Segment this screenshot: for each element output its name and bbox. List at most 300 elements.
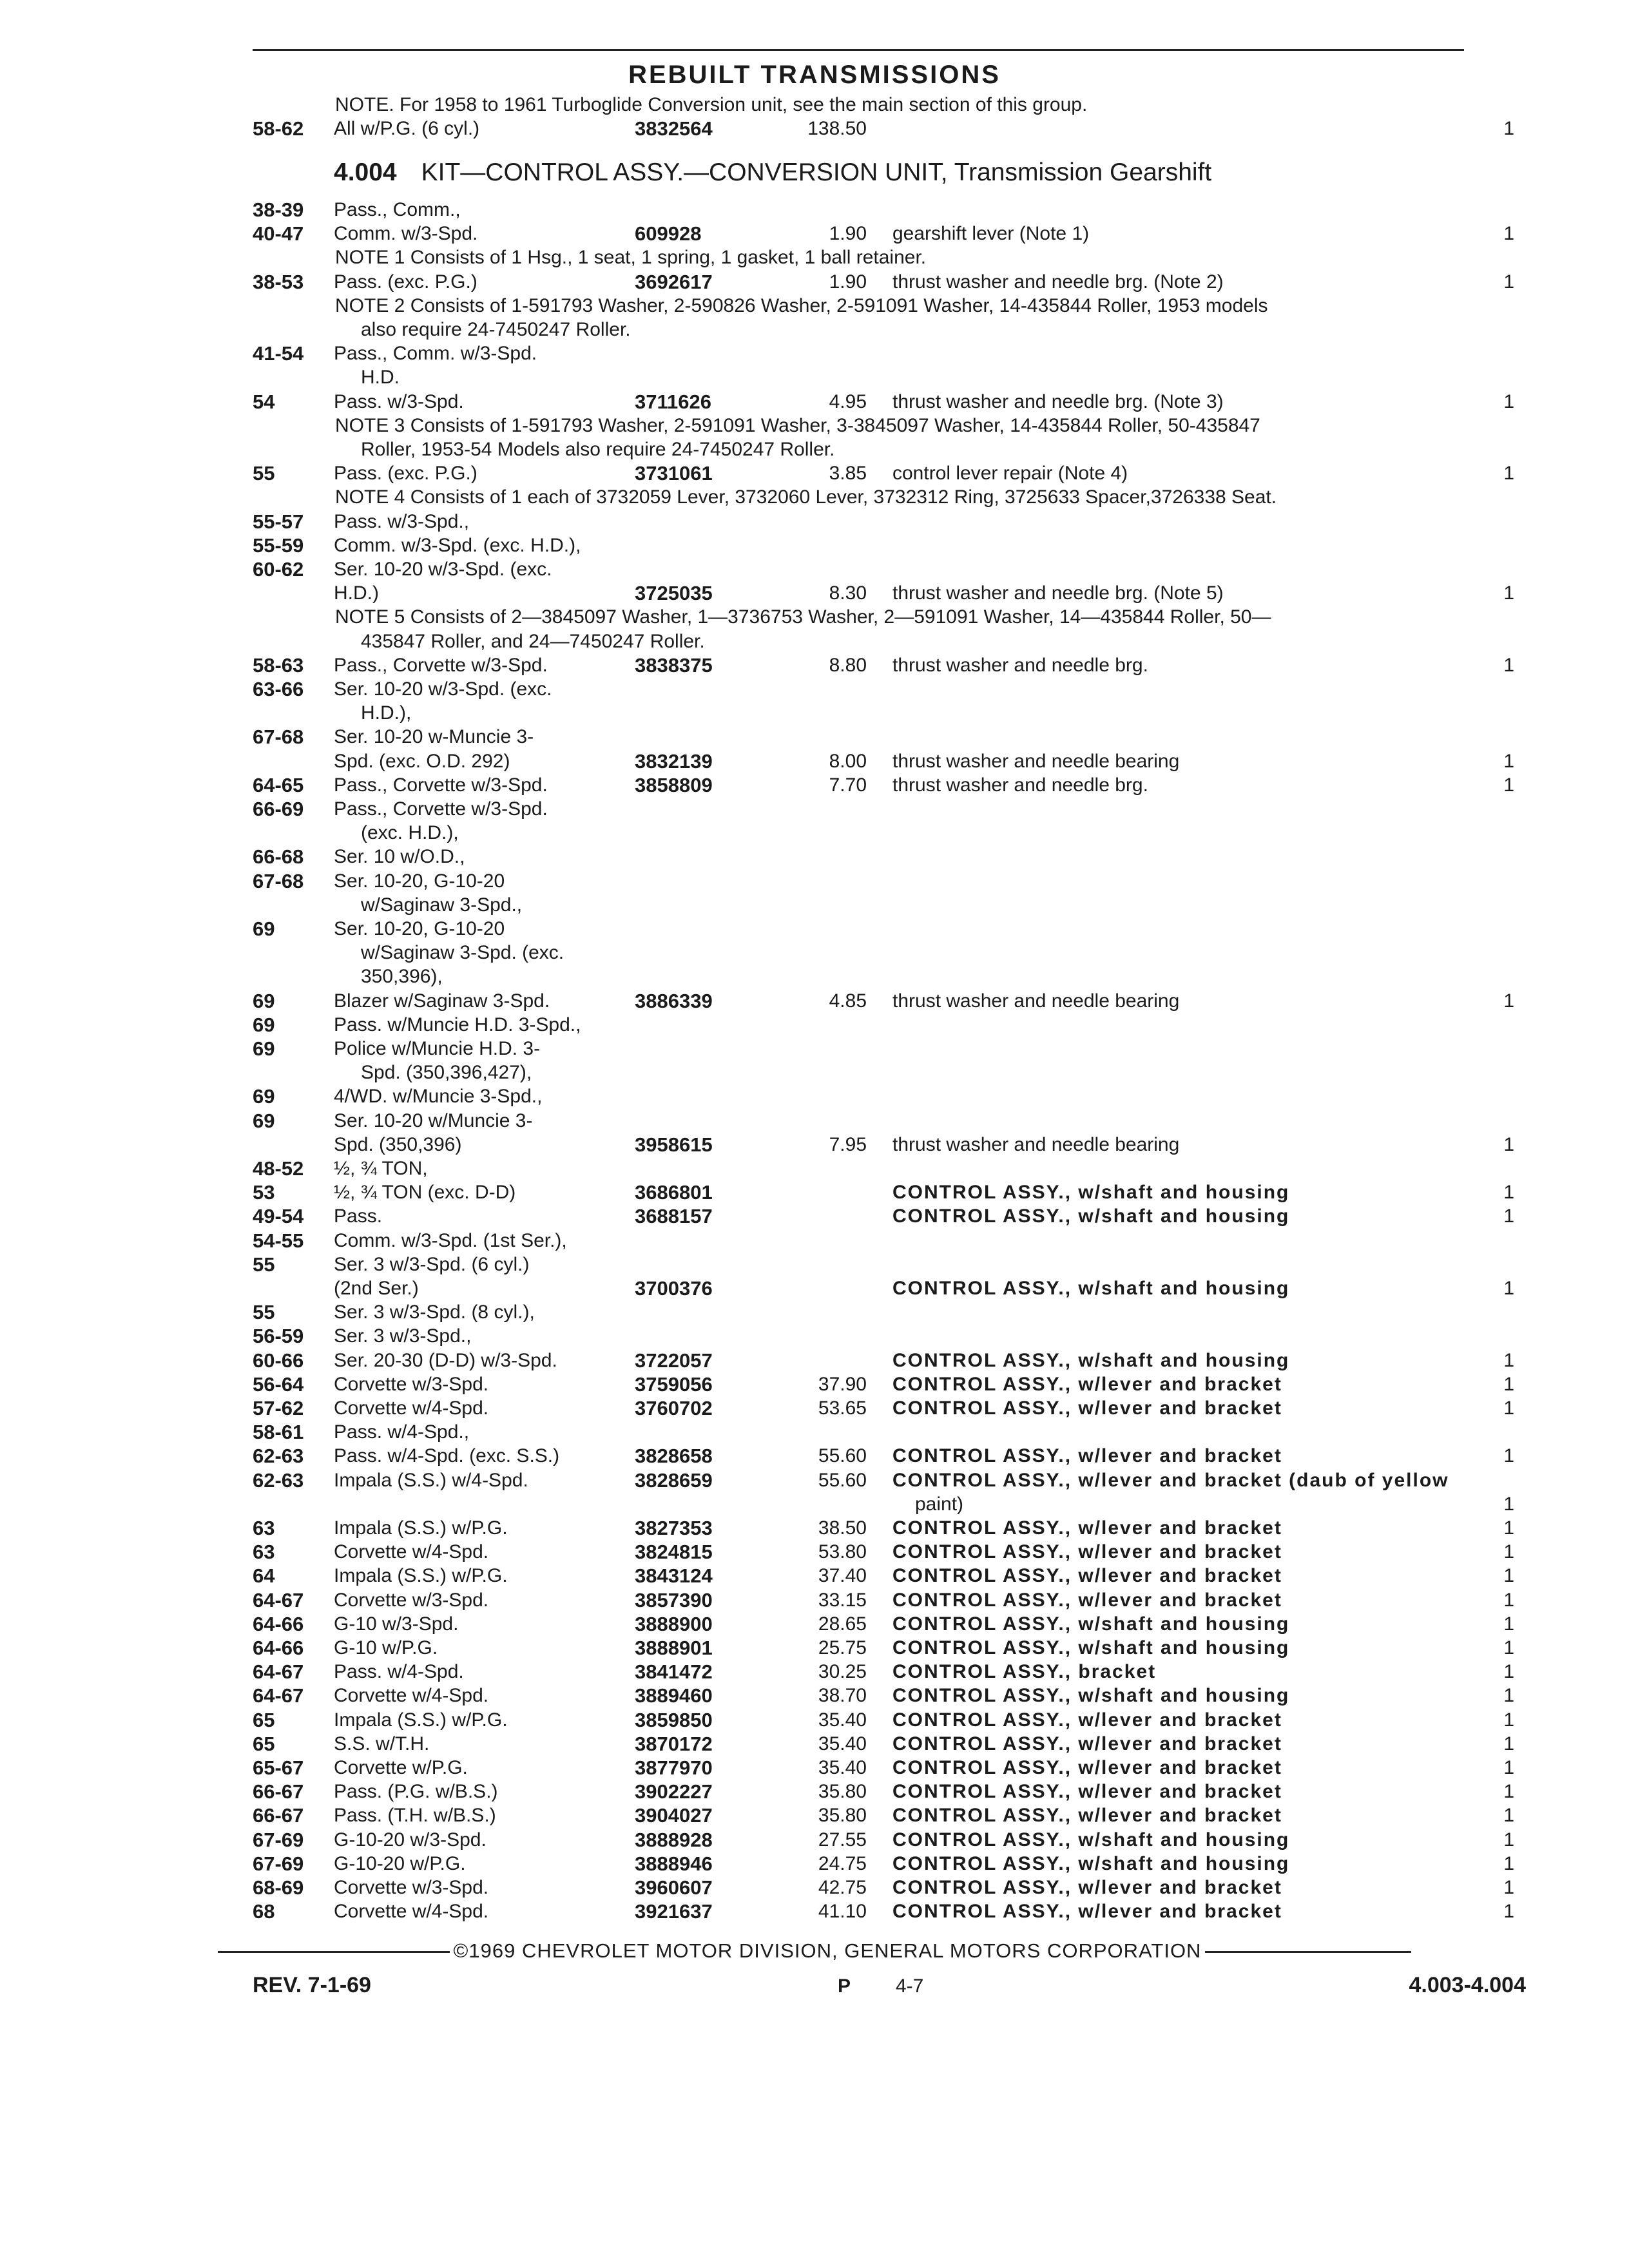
- model-years: 69: [253, 1037, 275, 1060]
- quantity: 1: [1503, 750, 1514, 772]
- model-years: 56-64: [253, 1372, 304, 1396]
- model-years: 64-65: [253, 773, 304, 796]
- quantity: 1: [1503, 390, 1514, 412]
- model-years: 53: [253, 1181, 275, 1204]
- application: Pass.: [334, 1206, 383, 1227]
- table-row: [0, 1133, 1629, 1157]
- price: 138.50: [807, 118, 867, 139]
- description: CONTROL ASSY., w/lever and bracket: [892, 1373, 1282, 1395]
- description: thrust washer and needle brg.: [892, 774, 1148, 796]
- model-years: 41-54: [253, 342, 304, 365]
- description: CONTROL ASSY., w/lever and bracket: [892, 1757, 1282, 1778]
- model-years: 63: [253, 1541, 275, 1564]
- quantity: 1: [1503, 1829, 1514, 1850]
- model-years: 60-62: [253, 558, 304, 581]
- description: CONTROL ASSY., w/shaft and housing: [892, 1685, 1290, 1707]
- continuation-line: [0, 1061, 1629, 1084]
- part-number: 3824815: [635, 1541, 713, 1564]
- part-number: 3828659: [635, 1468, 713, 1492]
- table-row: [0, 870, 1629, 893]
- application: Pass. w/3-Spd.: [334, 390, 464, 412]
- application-continued: 350,396),: [361, 966, 443, 988]
- table-row: [0, 1037, 1629, 1061]
- price: 28.65: [818, 1613, 867, 1635]
- table-row: [0, 1325, 1629, 1348]
- price: 35.40: [818, 1733, 867, 1754]
- price: 42.75: [818, 1877, 867, 1898]
- table-row: [0, 1684, 1629, 1707]
- description: CONTROL ASSY., w/lever and bracket: [892, 1805, 1282, 1827]
- description: thrust washer and needle bearing: [892, 990, 1180, 1012]
- part-number: 3838375: [635, 653, 713, 677]
- application: Corvette w/4-Spd.: [334, 1541, 489, 1563]
- part-number: 3827353: [635, 1517, 713, 1539]
- quantity: 1: [1503, 1206, 1514, 1227]
- note-text: NOTE 5 Consists of 2—3845097 Washer, 1—3736753 Washer, 2—591091 Washer, 14—435844 Roller, 50—: [335, 606, 1271, 628]
- application: Pass. (P.G. w/B.S.): [334, 1781, 498, 1803]
- model-years: 69: [253, 1109, 275, 1132]
- model-years: 55: [253, 1301, 275, 1324]
- application: Ser. 10-20, G-10-20: [334, 870, 505, 892]
- model-years: 58-62: [253, 117, 304, 140]
- quantity: 1: [1503, 1709, 1514, 1731]
- description: CONTROL ASSY., w/lever and bracket: [892, 1709, 1282, 1731]
- price: 37.90: [818, 1373, 867, 1395]
- application: Pass. (T.H. w/B.S.): [334, 1805, 496, 1827]
- price: 35.80: [818, 1781, 867, 1803]
- application: Impala (S.S.) w/P.G.: [334, 1517, 508, 1539]
- model-years: 62-63: [253, 1445, 304, 1468]
- note-line: [0, 246, 1629, 269]
- description: CONTROL ASSY., w/lever and bracket: [892, 1877, 1282, 1898]
- note-text: NOTE 1 Consists of 1 Hsg., 1 seat, 1 spring, 1 gasket, 1 ball retainer.: [335, 247, 927, 269]
- part-number: 609928: [635, 222, 702, 245]
- price: 55.60: [818, 1445, 867, 1467]
- application: S.S. w/T.H.: [334, 1733, 430, 1754]
- table-row: [0, 1709, 1629, 1732]
- part-number: 3886339: [635, 989, 713, 1012]
- table-row: [0, 1181, 1629, 1204]
- description: CONTROL ASSY., w/lever and bracket (daub of yellow: [892, 1469, 1449, 1491]
- application: Ser. 3 w/3-Spd.,: [334, 1325, 472, 1347]
- application: Pass. (exc. P.G.): [334, 463, 477, 485]
- table-row: [0, 1756, 1629, 1780]
- note-line: [0, 414, 1629, 437]
- quantity: 1: [1503, 1398, 1514, 1419]
- part-number: 3760702: [635, 1397, 713, 1419]
- part-number: 3858809: [635, 773, 713, 796]
- model-years: 38-39: [253, 198, 304, 221]
- price: 53.65: [818, 1398, 867, 1419]
- model-years: 55-59: [253, 533, 304, 557]
- model-years: 58-63: [253, 653, 304, 677]
- application: Pass., Comm.,: [334, 199, 461, 220]
- price: 7.95: [829, 1133, 867, 1155]
- part-number: 3921637: [635, 1900, 713, 1923]
- description: CONTROL ASSY., w/shaft and housing: [892, 1613, 1290, 1635]
- price: 4.95: [829, 390, 867, 412]
- application: Corvette w/3-Spd.: [334, 1877, 489, 1898]
- part-number: 3725035: [635, 582, 713, 605]
- rebuilt-note: NOTE. For 1958 to 1961 Turboglide Conversion unit, see the main section of this group.: [335, 94, 1088, 115]
- table-row: [0, 1876, 1629, 1899]
- description: CONTROL ASSY., w/shaft and housing: [892, 1206, 1290, 1227]
- description: thrust washer and needle brg. (Note 5): [892, 582, 1224, 604]
- part-number: 3889460: [635, 1684, 713, 1707]
- application-continued: H.D.: [361, 367, 400, 389]
- table-row: [0, 1421, 1629, 1444]
- part-number: 3857390: [635, 1588, 713, 1611]
- application: Ser. 3 w/3-Spd. (8 cyl.),: [334, 1302, 535, 1323]
- model-years: 54-55: [253, 1229, 304, 1252]
- application: Ser. 10-20 w/Muncie 3-: [334, 1110, 533, 1131]
- part-number: 3888901: [635, 1637, 713, 1659]
- table-row: [0, 1349, 1629, 1372]
- model-years: 38-53: [253, 270, 304, 293]
- price: 41.10: [818, 1901, 867, 1923]
- quantity: 1: [1503, 774, 1514, 796]
- application: Impala (S.S.) w/4-Spd.: [334, 1469, 528, 1491]
- table-row: [0, 1589, 1629, 1612]
- table-row: [0, 1517, 1629, 1540]
- application: Pass. (exc. P.G.): [334, 271, 477, 293]
- application: Spd. (350,396): [334, 1133, 462, 1155]
- price: 55.60: [818, 1469, 867, 1491]
- description: CONTROL ASSY., w/lever and bracket: [892, 1398, 1282, 1419]
- top-rule: [253, 49, 1464, 51]
- application: Corvette w/3-Spd.: [334, 1589, 489, 1611]
- application: Comm. w/3-Spd.: [334, 223, 478, 245]
- application: Corvette w/3-Spd.: [334, 1373, 489, 1395]
- description: CONTROL ASSY., w/lever and bracket: [892, 1781, 1282, 1803]
- application: Police w/Muncie H.D. 3-: [334, 1038, 541, 1059]
- part-number: 3870172: [635, 1732, 713, 1755]
- copyright: ©1969 CHEVROLET MOTOR DIVISION, GENERAL MOTORS CORPORATION: [453, 1939, 1202, 1962]
- table-row: [0, 222, 1629, 245]
- application: Ser. 10-20 w/3-Spd. (exc.: [334, 678, 552, 700]
- continuation-line: [0, 965, 1629, 988]
- model-years: 66-67: [253, 1804, 304, 1827]
- model-years: 55: [253, 1253, 275, 1276]
- part-number: 3692617: [635, 270, 713, 293]
- table-row: [0, 1373, 1629, 1396]
- application-continued: also require 24-7450247 Roller.: [361, 319, 631, 340]
- application: Pass., Corvette w/3-Spd.: [334, 774, 548, 796]
- table-row: [0, 1157, 1629, 1180]
- application: Pass. w/4-Spd.: [334, 1661, 464, 1683]
- quantity: 1: [1503, 582, 1514, 604]
- price: 8.80: [829, 654, 867, 676]
- model-years: 64-66: [253, 1612, 304, 1635]
- part-number: 3700376: [635, 1277, 713, 1300]
- quantity: 1: [1503, 1565, 1514, 1587]
- table-row: [0, 1445, 1629, 1468]
- quantity: 1: [1503, 1901, 1514, 1923]
- copyright-line: [0, 1939, 1629, 1963]
- quantity: 1: [1503, 1373, 1514, 1395]
- table-row: [0, 1085, 1629, 1108]
- part-number: 3958615: [635, 1133, 713, 1156]
- application: (2nd Ser.): [334, 1278, 419, 1299]
- table-row: [0, 1229, 1629, 1253]
- quantity: 1: [1503, 1805, 1514, 1827]
- table-row: [0, 845, 1629, 869]
- description: CONTROL ASSY., w/lever and bracket: [892, 1541, 1282, 1563]
- part-number: 3877970: [635, 1756, 713, 1779]
- description: CONTROL ASSY., w/shaft and housing: [892, 1182, 1290, 1204]
- model-years: 57-62: [253, 1397, 304, 1419]
- application: Corvette w/4-Spd.: [334, 1398, 489, 1419]
- table-row: [0, 534, 1629, 557]
- quantity: 1: [1503, 1685, 1514, 1707]
- description: CONTROL ASSY., w/shaft and housing: [892, 1278, 1290, 1299]
- quantity: 1: [1503, 1877, 1514, 1898]
- model-years: 62-63: [253, 1468, 304, 1492]
- note-line: [0, 294, 1629, 318]
- table-row: [0, 1205, 1629, 1228]
- table-row: [0, 1277, 1629, 1300]
- application-continued: w/Saginaw 3-Spd.,: [361, 894, 523, 916]
- section-title-text: KIT—CONTROL ASSY.—CONVERSION UNIT, Transmission Gearshift: [421, 159, 1212, 186]
- model-years: 48-52: [253, 1157, 304, 1180]
- page-heading: REBUILT TRANSMISSIONS: [628, 61, 1001, 89]
- price: 38.70: [818, 1685, 867, 1707]
- description: thrust washer and needle brg.: [892, 654, 1148, 676]
- description: thrust washer and needle brg. (Note 2): [892, 271, 1224, 293]
- application: ½, ¾ TON (exc. D-D): [334, 1182, 516, 1204]
- quantity: 1: [1503, 271, 1514, 293]
- description: CONTROL ASSY., w/lever and bracket: [892, 1901, 1282, 1923]
- table-row: [0, 798, 1629, 821]
- model-years: 65: [253, 1708, 275, 1731]
- application-continued: 435847 Roller, and 24—7450247 Roller.: [361, 630, 705, 652]
- part-number: 3759056: [635, 1372, 713, 1396]
- application: Pass. w/3-Spd.,: [334, 510, 470, 532]
- continuation-line: [0, 894, 1629, 917]
- model-years: 67-68: [253, 726, 304, 749]
- price: 8.00: [829, 750, 867, 772]
- quantity: 1: [1503, 1661, 1514, 1683]
- price: 8.30: [829, 582, 867, 604]
- section-title: [334, 159, 1211, 187]
- application: Pass., Corvette w/3-Spd.: [334, 654, 548, 676]
- part-number: 3711626: [635, 390, 711, 413]
- application-continued: H.D.),: [361, 702, 412, 724]
- quantity: 1: [1503, 654, 1514, 676]
- application-continued: Roller, 1953-54 Models also require 24-7450247 Roller.: [361, 439, 835, 460]
- description: thrust washer and needle bearing: [892, 750, 1180, 772]
- continuation-line: [0, 366, 1629, 389]
- application: Ser. 10-20 w/3-Spd. (exc.: [334, 559, 552, 580]
- price: 1.90: [829, 271, 867, 293]
- quantity: 1: [1503, 1733, 1514, 1754]
- model-years: 49-54: [253, 1205, 304, 1228]
- application: Impala (S.S.) w/P.G.: [334, 1565, 508, 1587]
- table-row: [0, 1110, 1629, 1133]
- application: Blazer w/Saginaw 3-Spd.: [334, 990, 550, 1012]
- quantity: 1: [1503, 1613, 1514, 1635]
- table-row: [0, 582, 1629, 605]
- part-number: 3832564: [635, 117, 713, 140]
- revision-date: REV. 7-1-69: [253, 1973, 371, 1997]
- note-text: NOTE 4 Consists of 1 each of 3732059 Lever, 3732060 Lever, 3732312 Ring, 3725633 Spacer,3726338 Seat.: [335, 486, 1277, 508]
- description: control lever repair (Note 4): [892, 463, 1128, 485]
- table-row: [0, 726, 1629, 749]
- model-years: 67-68: [253, 869, 304, 892]
- model-years: 66-67: [253, 1780, 304, 1803]
- model-years: 55: [253, 462, 275, 485]
- quantity: 1: [1503, 1493, 1514, 1515]
- application: ½, ¾ TON,: [334, 1158, 428, 1179]
- application: Corvette w/4-Spd.: [334, 1685, 489, 1707]
- price: 35.40: [818, 1757, 867, 1778]
- application: All w/P.G. (6 cyl.): [334, 118, 480, 139]
- price: 7.70: [829, 774, 867, 796]
- table-row: [0, 117, 1629, 140]
- model-years: 65-67: [253, 1756, 304, 1779]
- page-prefix: P: [838, 1975, 851, 1997]
- quantity: 1: [1503, 1133, 1514, 1155]
- description: gearshift lever (Note 1): [892, 223, 1090, 245]
- table-row: [0, 342, 1629, 365]
- application: H.D.): [334, 582, 379, 604]
- continuation-line: [0, 438, 1629, 461]
- application: Ser. 10-20, G-10-20: [334, 918, 505, 939]
- application: Pass. w/4-Spd.,: [334, 1421, 470, 1443]
- part-number: 3859850: [635, 1708, 713, 1731]
- quantity: 1: [1503, 1278, 1514, 1299]
- table-row: [0, 510, 1629, 533]
- model-years: 68-69: [253, 1876, 304, 1899]
- table-row: [0, 990, 1629, 1013]
- part-number: 3841472: [635, 1660, 713, 1684]
- continuation-line: [0, 630, 1629, 653]
- continuation-line: [0, 702, 1629, 725]
- continuation-line: [0, 941, 1629, 965]
- model-years: 68: [253, 1900, 275, 1923]
- model-years: 58-61: [253, 1421, 304, 1444]
- model-years: 64-67: [253, 1660, 304, 1684]
- continuation-line: [0, 318, 1629, 341]
- model-years: 60-66: [253, 1349, 304, 1372]
- table-row: [0, 1804, 1629, 1827]
- page-number: 4-7: [896, 1975, 924, 1997]
- quantity: 1: [1503, 463, 1514, 485]
- application: Comm. w/3-Spd. (1st Ser.),: [334, 1229, 567, 1251]
- application-continued: w/Saginaw 3-Spd. (exc.: [361, 942, 564, 964]
- price: 4.85: [829, 990, 867, 1012]
- quantity: 1: [1503, 118, 1514, 139]
- table-row: [0, 1733, 1629, 1756]
- note-line: [0, 486, 1629, 509]
- description: CONTROL ASSY., w/shaft and housing: [892, 1637, 1290, 1658]
- model-years: 69: [253, 989, 275, 1012]
- quantity: 1: [1503, 1517, 1514, 1539]
- table-row: [0, 1541, 1629, 1564]
- table-row: [0, 1613, 1629, 1636]
- model-years: 63: [253, 1517, 275, 1539]
- table-row: [0, 1660, 1629, 1684]
- application: Ser. 10 w/O.D.,: [334, 846, 465, 868]
- quantity: 1: [1503, 1637, 1514, 1658]
- description: CONTROL ASSY., w/lever and bracket: [892, 1565, 1282, 1587]
- quantity: 1: [1503, 1541, 1514, 1563]
- price: 37.40: [818, 1565, 867, 1587]
- model-years: 64-66: [253, 1637, 304, 1659]
- continuation-line: [0, 1493, 1629, 1516]
- application: Spd. (exc. O.D. 292): [334, 750, 510, 772]
- part-number: 3888946: [635, 1852, 713, 1875]
- model-years: 67-69: [253, 1828, 304, 1851]
- application: Ser. 20-30 (D-D) w/3-Spd.: [334, 1349, 557, 1371]
- part-number: 3722057: [635, 1349, 713, 1372]
- model-years: 66-69: [253, 798, 304, 820]
- price: 30.25: [818, 1661, 867, 1683]
- table-row: [0, 271, 1629, 294]
- application: Pass., Corvette w/3-Spd.: [334, 798, 548, 820]
- quantity: 1: [1503, 1852, 1514, 1874]
- continuation-line: [0, 822, 1629, 845]
- part-number: 3843124: [635, 1564, 713, 1588]
- note-line: [0, 606, 1629, 629]
- application: Corvette w/P.G.: [334, 1757, 468, 1778]
- quantity: 1: [1503, 1589, 1514, 1611]
- application: G-10 w/3-Spd.: [334, 1613, 459, 1635]
- description: CONTROL ASSY., w/lever and bracket: [892, 1445, 1282, 1467]
- part-number: 3686801: [635, 1181, 713, 1204]
- price: 53.80: [818, 1541, 867, 1563]
- part-number: 3888928: [635, 1828, 713, 1851]
- price: 27.55: [818, 1829, 867, 1850]
- table-row: [0, 198, 1629, 222]
- table-row: [0, 1301, 1629, 1324]
- quantity: 1: [1503, 1781, 1514, 1803]
- table-row: [0, 918, 1629, 941]
- model-years: 64-67: [253, 1588, 304, 1611]
- part-number: 3731061: [635, 462, 713, 485]
- price: 33.15: [818, 1589, 867, 1611]
- application: G-10 w/P.G.: [334, 1637, 438, 1658]
- model-years: 69: [253, 918, 275, 940]
- table-row: [0, 678, 1629, 701]
- part-number: 3960607: [635, 1876, 713, 1899]
- description: CONTROL ASSY., w/lever and bracket: [892, 1733, 1282, 1754]
- table-row: [0, 1397, 1629, 1420]
- quantity: 1: [1503, 990, 1514, 1012]
- part-number: 3904027: [635, 1804, 713, 1827]
- description: CONTROL ASSY., w/lever and bracket: [892, 1589, 1282, 1611]
- price: 35.80: [818, 1805, 867, 1827]
- quantity: 1: [1503, 1445, 1514, 1467]
- part-number: 3832139: [635, 749, 713, 773]
- quantity: 1: [1503, 223, 1514, 245]
- note-text: NOTE 3 Consists of 1-591793 Washer, 2-591091 Washer, 3-3845097 Washer, 14-435844 Roller, 50-435847: [335, 414, 1260, 436]
- table-row: [0, 1564, 1629, 1588]
- price: 38.50: [818, 1517, 867, 1539]
- table-row: [0, 462, 1629, 485]
- table-row: [0, 1852, 1629, 1876]
- description: CONTROL ASSY., w/lever and bracket: [892, 1517, 1282, 1539]
- model-years: 54: [253, 390, 275, 413]
- model-years: 64: [253, 1564, 275, 1588]
- part-number: 3828658: [635, 1445, 713, 1468]
- application-continued: (exc. H.D.),: [361, 822, 459, 844]
- application: Comm. w/3-Spd. (exc. H.D.),: [334, 534, 581, 556]
- price: 1.90: [829, 223, 867, 245]
- description: CONTROL ASSY., w/shaft and housing: [892, 1852, 1290, 1874]
- model-years: 69: [253, 1085, 275, 1108]
- application: Pass., Comm. w/3-Spd.: [334, 343, 537, 365]
